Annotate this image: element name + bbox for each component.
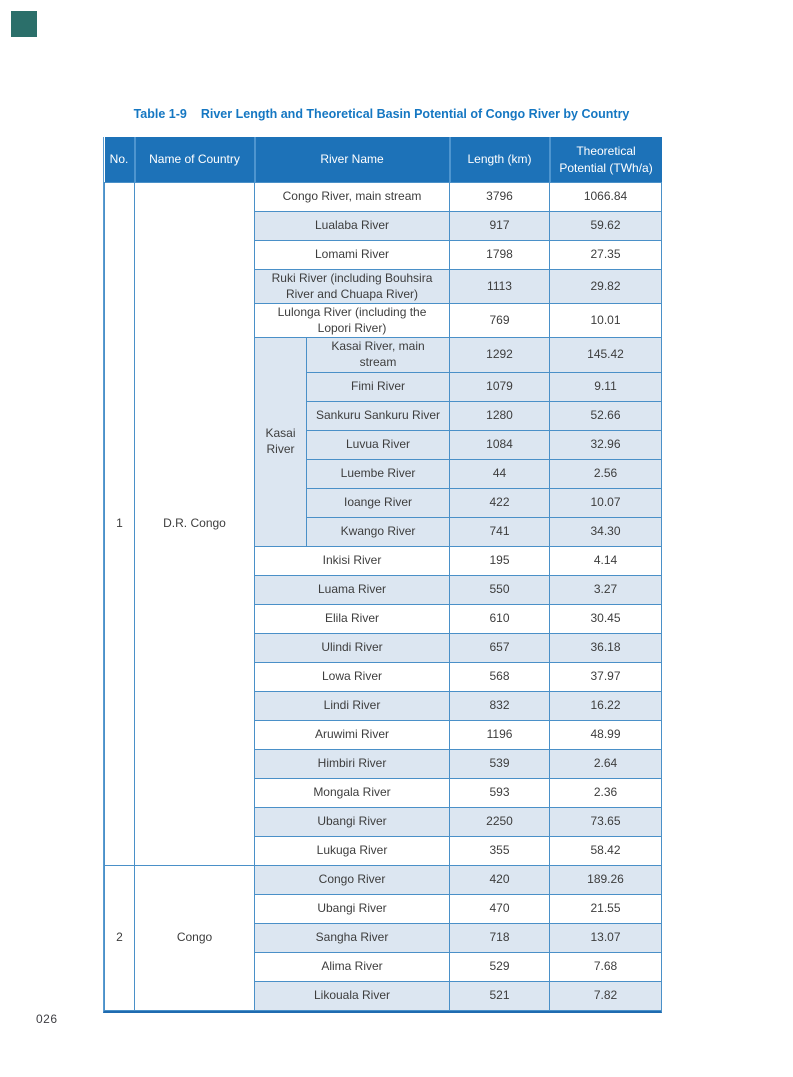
cell-potential: 10.07: [550, 488, 662, 517]
table-row: [105, 865, 662, 894]
cell-potential: 1066.84: [550, 183, 662, 212]
cell-river: Ioange River: [307, 488, 450, 517]
col-header-potential: Theoretical Potential (TWh/a): [550, 137, 662, 183]
cell-length: 1084: [450, 430, 550, 459]
cell-length: 741: [450, 517, 550, 546]
cell-river: Congo River: [255, 865, 450, 894]
cell-river: Congo River, main stream: [255, 183, 450, 212]
cell-river: Elila River: [255, 604, 450, 633]
cell-river: Lowa River: [255, 662, 450, 691]
cell-length: 610: [450, 604, 550, 633]
cell-length: 521: [450, 981, 550, 1010]
cell-length: 470: [450, 894, 550, 923]
page-number: 026: [36, 1012, 58, 1026]
cell-potential: 13.07: [550, 923, 662, 952]
col-header-country: Name of Country: [135, 137, 255, 183]
cell-length: 195: [450, 546, 550, 575]
cell-river: Lualaba River: [255, 212, 450, 241]
cell-length: 1280: [450, 401, 550, 430]
cell-potential: 3.27: [550, 575, 662, 604]
group-country: Congo: [135, 865, 255, 1010]
cell-river: Lomami River: [255, 241, 450, 270]
cell-potential: 7.82: [550, 981, 662, 1010]
cell-potential: 145.42: [550, 338, 662, 372]
cell-length: 1196: [450, 720, 550, 749]
table-number-label: Table 1-9: [133, 107, 187, 121]
cell-potential: 37.97: [550, 662, 662, 691]
cell-potential: 59.62: [550, 212, 662, 241]
header-row: [105, 137, 662, 183]
cell-potential: 58.42: [550, 836, 662, 865]
table-frame: [103, 137, 662, 1013]
cell-length: 1292: [450, 338, 550, 372]
cell-potential: 73.65: [550, 807, 662, 836]
cell-river: Alima River: [255, 952, 450, 981]
cell-river: Ubangi River: [255, 894, 450, 923]
group-no: 2: [105, 865, 135, 1010]
cell-potential: 29.82: [550, 270, 662, 304]
kasai-group-label: Kasai River: [255, 338, 307, 546]
col-header-length: Length (km): [450, 137, 550, 183]
table-row: [105, 183, 662, 212]
cell-river: Aruwimi River: [255, 720, 450, 749]
table-title-text: River Length and Theoretical Basin Potential of Congo River by Country: [200, 107, 630, 121]
cell-river: Luvua River: [307, 430, 450, 459]
corner-accent-square: [11, 11, 37, 37]
cell-potential: 27.35: [550, 241, 662, 270]
table-title: [103, 107, 660, 121]
cell-length: 657: [450, 633, 550, 662]
cell-river: Fimi River: [307, 372, 450, 401]
group-country: D.R. Congo: [135, 183, 255, 866]
cell-length: 539: [450, 749, 550, 778]
cell-potential: 48.99: [550, 720, 662, 749]
cell-length: 832: [450, 691, 550, 720]
cell-river: Lulonga River (including the Lopori River): [255, 304, 450, 338]
cell-potential: 2.56: [550, 459, 662, 488]
cell-river: Kasai River, main stream: [307, 338, 450, 372]
cell-river: Luama River: [255, 575, 450, 604]
cell-potential: 2.36: [550, 778, 662, 807]
cell-river: Ulindi River: [255, 633, 450, 662]
col-header-no: No.: [105, 137, 135, 183]
cell-river: Luembe River: [307, 459, 450, 488]
cell-river: Lukuga River: [255, 836, 450, 865]
cell-length: 2250: [450, 807, 550, 836]
cell-river: Ruki River (including Bouhsira River and Chuapa River): [255, 270, 450, 304]
cell-length: 1113: [450, 270, 550, 304]
cell-length: 355: [450, 836, 550, 865]
river-table: [104, 137, 662, 1011]
cell-potential: 34.30: [550, 517, 662, 546]
cell-length: 3796: [450, 183, 550, 212]
cell-potential: 2.64: [550, 749, 662, 778]
cell-length: 1798: [450, 241, 550, 270]
cell-length: 529: [450, 952, 550, 981]
cell-length: 422: [450, 488, 550, 517]
cell-potential: 4.14: [550, 546, 662, 575]
col-header-river: River Name: [255, 137, 450, 183]
cell-potential: 16.22: [550, 691, 662, 720]
cell-river: Kwango River: [307, 517, 450, 546]
cell-length: 420: [450, 865, 550, 894]
cell-potential: 21.55: [550, 894, 662, 923]
cell-potential: 9.11: [550, 372, 662, 401]
cell-river: Ubangi River: [255, 807, 450, 836]
cell-length: 1079: [450, 372, 550, 401]
cell-potential: 30.45: [550, 604, 662, 633]
cell-river: Sangha River: [255, 923, 450, 952]
cell-river: Himbiri River: [255, 749, 450, 778]
group-no: 1: [105, 183, 135, 866]
cell-river: Inkisi River: [255, 546, 450, 575]
cell-potential: 32.96: [550, 430, 662, 459]
cell-length: 568: [450, 662, 550, 691]
cell-river: Mongala River: [255, 778, 450, 807]
cell-length: 593: [450, 778, 550, 807]
cell-river: Sankuru Sankuru River: [307, 401, 450, 430]
cell-river: Likouala River: [255, 981, 450, 1010]
cell-length: 769: [450, 304, 550, 338]
cell-potential: 10.01: [550, 304, 662, 338]
cell-river: Lindi River: [255, 691, 450, 720]
cell-length: 718: [450, 923, 550, 952]
cell-potential: 36.18: [550, 633, 662, 662]
cell-potential: 52.66: [550, 401, 662, 430]
cell-length: 550: [450, 575, 550, 604]
cell-potential: 7.68: [550, 952, 662, 981]
cell-length: 44: [450, 459, 550, 488]
cell-length: 917: [450, 212, 550, 241]
cell-potential: 189.26: [550, 865, 662, 894]
